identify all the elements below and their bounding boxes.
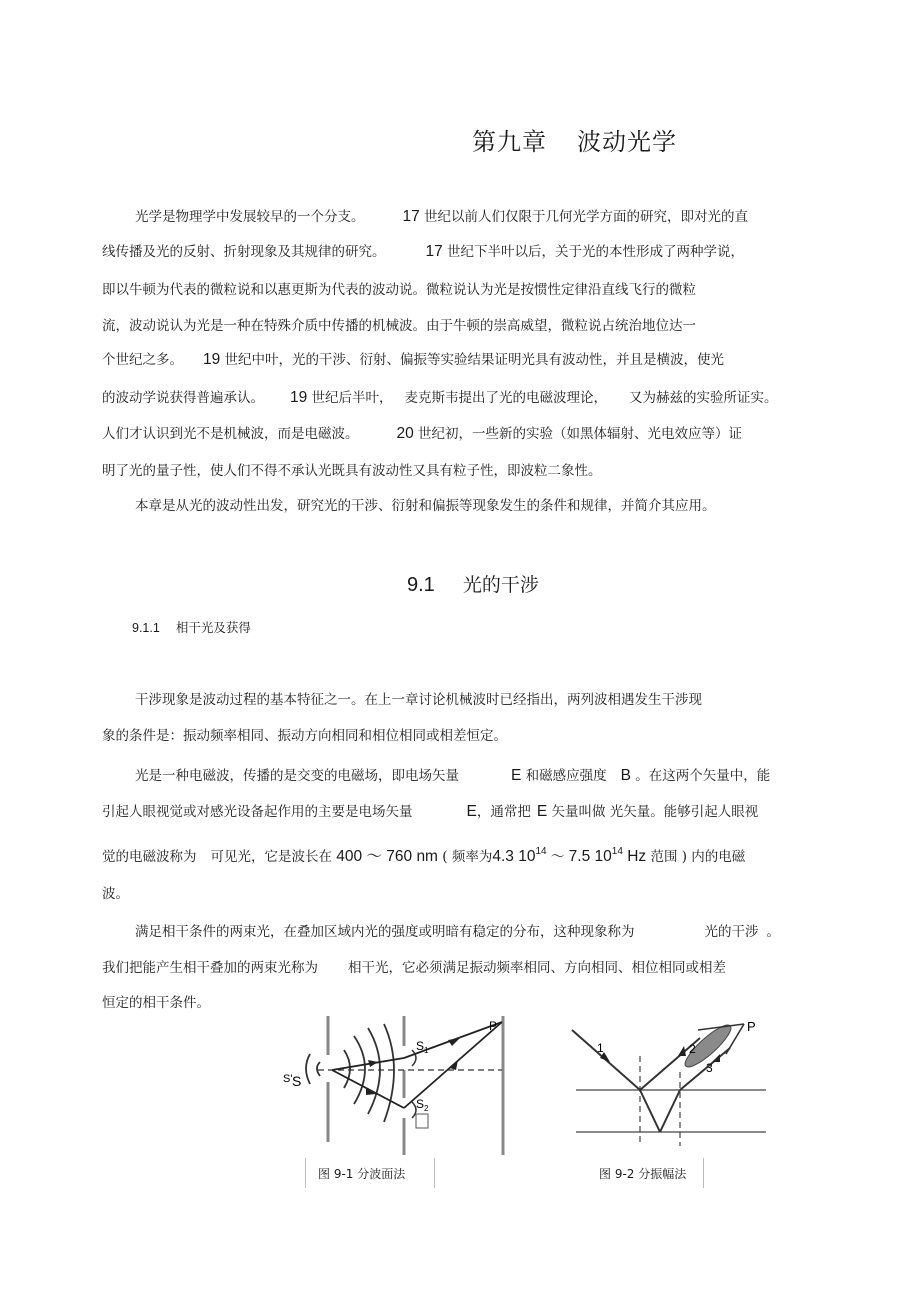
p1-line-2: 象的条件是：振动频率相同、振动方向相同和相位相同或相差恒定。 — [102, 728, 507, 744]
intro-line-3: 即以牛顿为代表的微粒说和以惠更斯为代表的波动说。微粒说认为光是按惯性定律沿直线飞行的微粒 — [102, 282, 696, 298]
s2-bracket — [416, 1114, 428, 1128]
section-heading: 9.1 光的干涉 — [407, 574, 539, 596]
p2-line-4: 波。 — [102, 886, 129, 902]
p1-line-1: 干涉现象是波动过程的基本特征之一。在上一章讨论机械波时已经指出，两列波相遇发生干涉现 — [135, 692, 702, 708]
intro-line-6: 的波动学说获得普遍承认。 19 世纪后半叶， 麦克斯韦提出了光的电磁波理论， 又为赫兹的实验所证实。 — [102, 389, 778, 406]
label-p: P — [747, 1019, 756, 1034]
figure-9-1-caption: 图 9-1 分波面法 — [318, 1167, 406, 1181]
intro-line-7: 人们才认识到光不是机械波，而是电磁波。 20 世纪初，一些新的实验（如黑体辐射、光电效应等）证 — [102, 425, 743, 442]
intro-line-2: 线传播及光的反射、折射现象及其规律的研究。 17 世纪下半叶以后，关于光的本性形成了两种学说， — [102, 243, 745, 260]
label-s1: $S_1$ — [416, 1039, 429, 1055]
p3-line-3: 恒定的相干条件。 — [102, 995, 210, 1011]
intro-line-1: 光学是物理学中发展较早的一个分支。 17 世纪以前人们仅限于几何光学方面的研究，即对光的直 — [135, 208, 749, 225]
rays — [332, 1022, 502, 1108]
label-ray-2: 2 — [689, 1042, 696, 1056]
label-ray-3: 3 — [706, 1061, 713, 1075]
figure-9-2-caption: 图 9-2 分振幅法 — [599, 1167, 687, 1181]
intro-line-4: 流，波动说认为光是一种在特殊介质中传播的机械波。由于牛顿的崇高威望，微粒说占统治地位达一 — [102, 318, 696, 334]
intro-line-9: 本章是从光的波动性出发，研究光的干涉、衍射和偏振等现象发生的条件和规律，并简介其应用。 — [135, 498, 716, 514]
label-s: S — [292, 1073, 302, 1089]
figure-9-2-diagram — [560, 1010, 775, 1160]
intro-line-8: 明了光的量子性，使人们不得不承认光既具有波动性又具有粒子性，即波粒二象性。 — [102, 463, 602, 479]
label-s2: $S_2$ — [416, 1097, 429, 1113]
p2-line-1: 光是一种电磁波，传播的是交变的电磁场，即电场矢量 E 和磁感应强度 B 。在这两个矢量中，能 — [135, 767, 771, 784]
incident-wavefronts — [306, 1054, 320, 1084]
p3-line-1: 满足相干条件的两束光，在叠加区域内光的强度或明暗有稳定的分布，这种现象称为 光的干涉 。 — [135, 924, 780, 940]
label-p: P — [489, 1019, 498, 1033]
figure-9-1-caption-box — [305, 1158, 435, 1188]
intro-line-5: 个世纪之多。 19 世纪中叶，光的干涉、衍射、偏振等实验结果证明光具有波动性，并且是横波，使光 — [102, 351, 725, 368]
wavefronts — [344, 1024, 394, 1122]
p3-line-2: 我们把能产生相干叠加的两束光称为 相干光，它必须满足振动频率相同、方向相同、相位相同或相差 — [102, 960, 726, 976]
label-ray-1: 1 — [597, 1041, 604, 1055]
subsection-heading: 9.1.1 相干光及获得 — [132, 620, 251, 635]
figure-9-2-caption-box — [585, 1158, 704, 1188]
label-s-prime: S' — [283, 1073, 293, 1085]
chapter-title: 第九章 波动光学 — [472, 128, 677, 156]
p2-line-3: 觉的电磁波称为 可见光，它是波长在 400 ～ 760 nm ( 频率为4.3 $10^{14}$ ～ 7.5 $10^{14}$ Hz 范围 ) 内的电磁 — [102, 846, 746, 865]
p2-line-2: 引起人眼视觉或对感光设备起作用的主要是电场矢量 E，通常把 E 矢量叫做 光矢量。能够引起人眼视 — [102, 803, 759, 820]
